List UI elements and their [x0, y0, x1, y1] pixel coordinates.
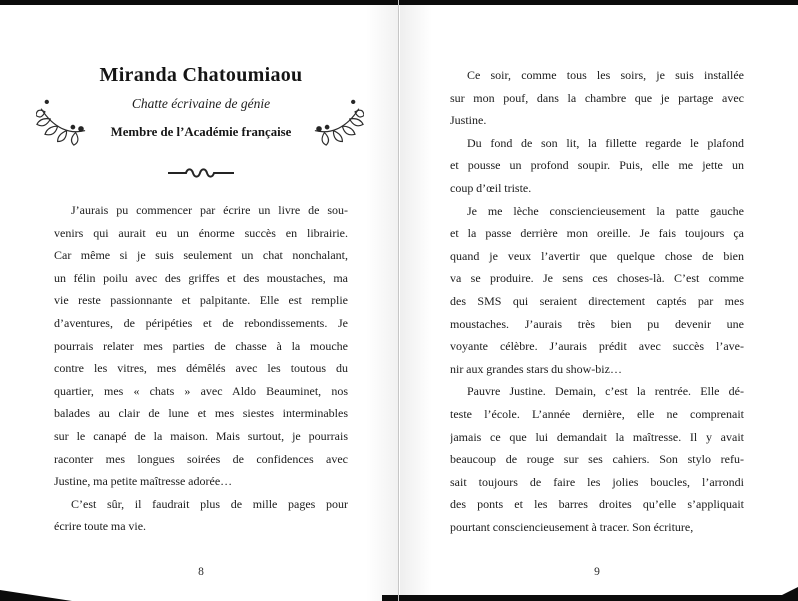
- laurel-branch-right-icon: [310, 88, 364, 150]
- text-line: balades au clair de lune et mes siestes interminables: [54, 406, 348, 421]
- text-line: sur le canapé de la maison. Mais surtout, je pourrais: [54, 428, 348, 443]
- text-line: un félin poilu avec des griffes et des moustaches, ma: [54, 270, 348, 285]
- right-page-text: [450, 64, 744, 538]
- text-line: raconter mes longues soirées de confidences avec: [54, 451, 348, 466]
- text-line: des SMS qui seraient directement captés par mes: [450, 293, 744, 308]
- text-line: coup d’œil triste.: [450, 180, 532, 195]
- text-line: jamais ce que lui demandait la maîtresse. Il y avait: [450, 429, 744, 444]
- left-page-text: [54, 199, 348, 538]
- scan-edge-bottom: [382, 595, 798, 601]
- book-affiliation: Membre de l’Académie française: [110, 125, 292, 139]
- text-line: pourtant consciencieusement à tracer. Son écriture,: [450, 519, 694, 534]
- scan-edge-top: [0, 0, 798, 5]
- text-line: Justine.: [450, 113, 487, 128]
- paragraph: [450, 132, 744, 200]
- text-line: beaucoup de rouge sur ses cahiers. Son stylo refu-: [450, 452, 744, 467]
- text-line: Ce soir, comme tous les soirs, je suis installée: [467, 68, 744, 82]
- page-fold-shade-right: [400, 0, 432, 601]
- text-line: écrire toute ma vie.: [54, 519, 147, 534]
- text-line: sur mon pouf, dans la chambre que je partage avec: [450, 90, 744, 105]
- paragraph: [54, 199, 348, 493]
- text-line: contre les vitres, mes démêlés avec les toutous du: [54, 361, 348, 376]
- scan-corner-bottom-right: [770, 587, 798, 601]
- text-line: des ponts et les barres droites qu’elle s’appliquait: [450, 497, 744, 512]
- text-line: et pousse un profond soupir. Puis, elle me jette un: [450, 158, 744, 173]
- page-fold: [398, 0, 399, 601]
- text-line: Je me lèche consciencieusement la patte gauche: [467, 203, 744, 218]
- text-line: vie reste passionnante et palpitante. Elle est remplie: [54, 293, 348, 308]
- text-line: quartier, mes « chats » avec Aldo Beauminet, nos: [54, 383, 348, 398]
- text-line: C’est sûr, il faudrait plus de mille pages pour: [71, 496, 348, 511]
- paragraph: [450, 64, 744, 132]
- text-line: moustaches. J’aurais très bien pu devenir une: [450, 316, 744, 331]
- left-page-header: [54, 64, 348, 140]
- book-subtitle: Chatte écrivaine de génie: [131, 96, 271, 111]
- text-line: pourrais relater mes parties de chasse à la mouche: [54, 338, 348, 353]
- text-line: nir aux grandes stars du show-biz…: [450, 361, 622, 376]
- text-line: quand je veux l’avertir que quelque chose de bien: [450, 248, 744, 263]
- paragraph: [450, 200, 744, 381]
- text-line: Car même si je suis seulement un chat nonchalant,: [54, 248, 348, 263]
- book-title: Miranda Chatoumiaou: [99, 64, 303, 86]
- text-line: et la passe derrière mon oreille. Je fais toujours ça: [450, 226, 744, 241]
- paragraph: [450, 380, 744, 538]
- divider-ornament-icon: [54, 166, 348, 185]
- text-line: sait toujours de faire les jolies boucles, l’arrondi: [450, 474, 744, 489]
- page-number-left: 8: [198, 566, 204, 578]
- scan-corner-bottom-left: [0, 588, 72, 601]
- text-line: voyante célèbre. J’aurais prédit avec succès l’ave-: [450, 339, 744, 354]
- text-line: teste l’école. L’année dernière, elle ne comprenait: [450, 406, 744, 421]
- text-line: Justine, ma petite maîtresse adorée…: [54, 474, 233, 489]
- paragraph: [54, 493, 348, 538]
- text-line: Pauvre Justine. Demain, c’est la rentrée. Elle dé-: [467, 384, 744, 399]
- page-fold-shade-left: [366, 0, 398, 601]
- text-line: venirs qui aurait eu un énorme succès en librairie.: [54, 225, 348, 240]
- text-line: Du fond de son lit, la fillette regarde le plafond: [467, 135, 744, 150]
- text-line: va se produire. Je sens ces choses-là. C’est comme: [450, 271, 744, 286]
- text-line: d’aventures, de péripéties et de rebondissements. Je: [54, 315, 348, 330]
- text-line: J’aurais pu commencer par écrire un livre de sou-: [71, 203, 348, 217]
- page-number-right: 9: [594, 566, 600, 578]
